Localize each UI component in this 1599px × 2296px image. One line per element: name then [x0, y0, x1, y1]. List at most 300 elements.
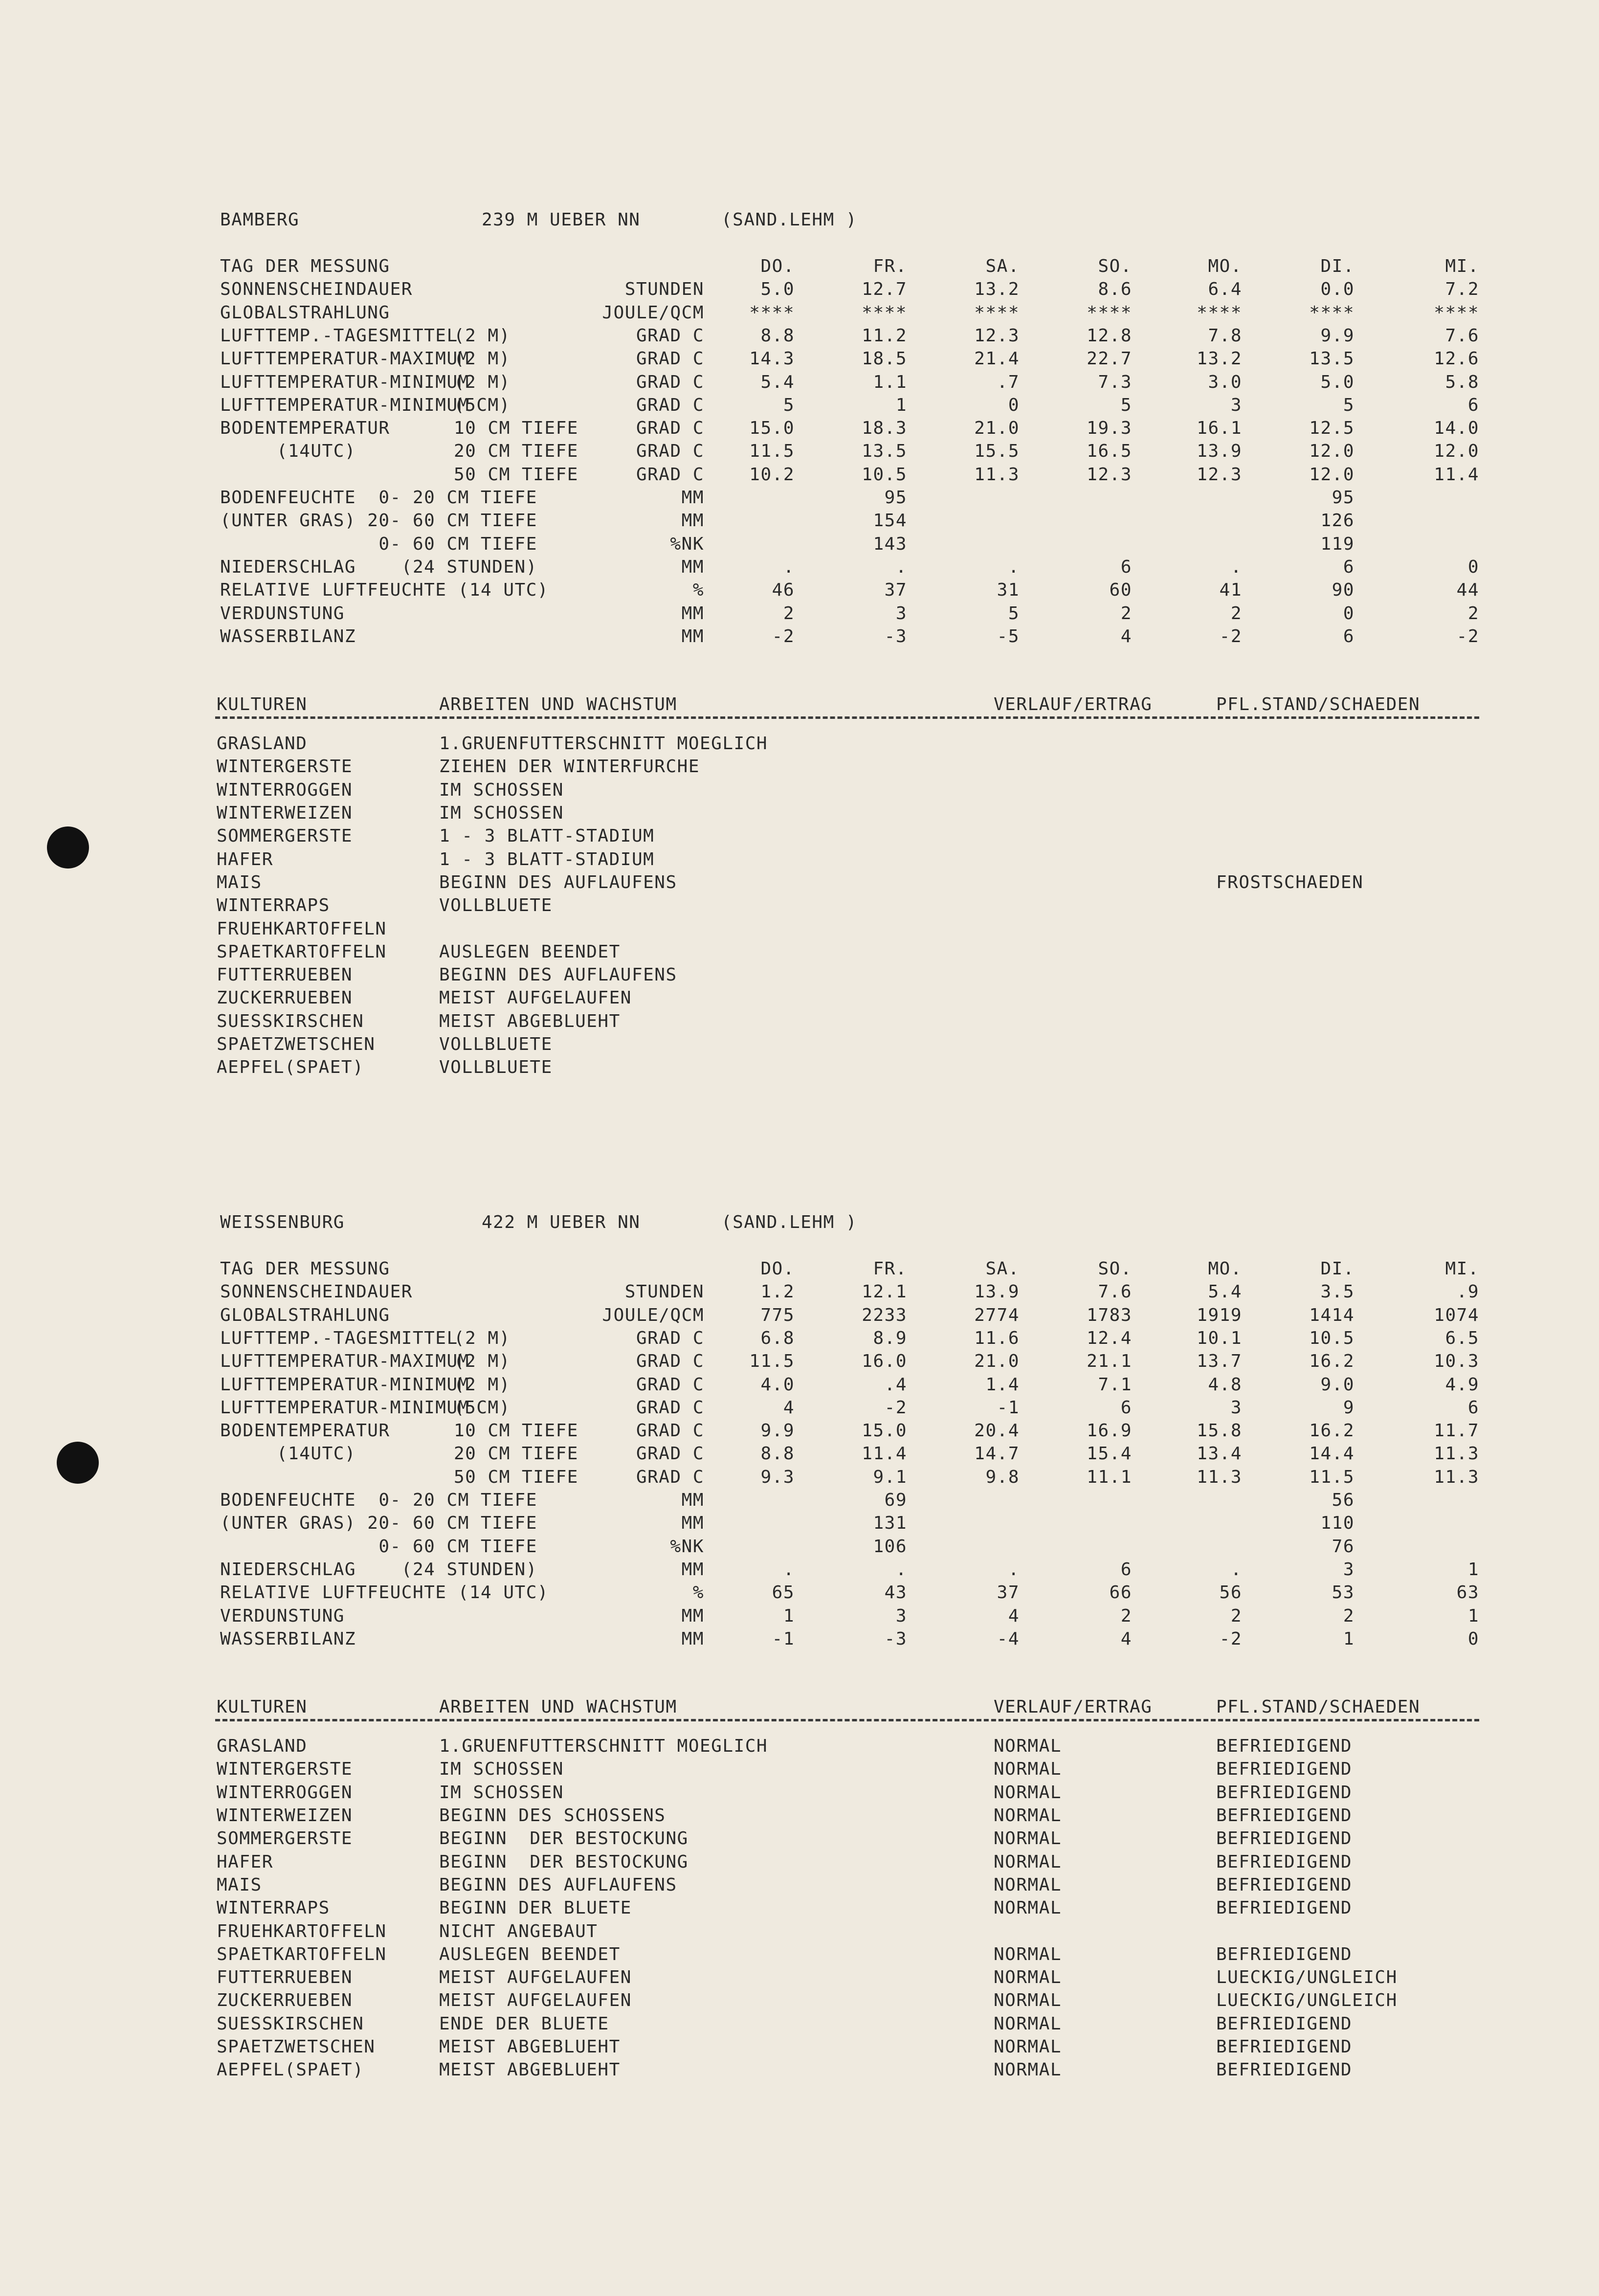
station-soil: (SAND.LEHM ) [721, 210, 858, 230]
value-cell: **** [974, 302, 1020, 323]
crop-course: NORMAL [994, 2037, 1062, 2057]
row-unit: GRAD C [636, 325, 704, 346]
value-cell: 37 [997, 1583, 1020, 1603]
value-cell: 9.9 [760, 1421, 795, 1441]
value-cell: 0 [1467, 1628, 1479, 1649]
value-cell: 7.2 [1445, 279, 1479, 300]
row-label: LUFTTEMPERATUR-MINIMUM [220, 372, 469, 392]
value-cell: 44 [1456, 580, 1479, 601]
row-label: VERDUNSTUNG [220, 1605, 345, 1626]
value-cell: 10.5 [1309, 1328, 1355, 1348]
row-unit: GRAD C [636, 1328, 704, 1348]
value-cell: 43 [884, 1583, 907, 1603]
value-cell: 18.5 [862, 349, 907, 369]
station-bamberg [0, 210, 1599, 1139]
crop-course: NORMAL [994, 1990, 1062, 2011]
station-name: WEISSENBURG [220, 1212, 345, 1232]
value-cell: 20.4 [974, 1421, 1020, 1441]
value-cell: 15.0 [862, 1421, 907, 1441]
value-cell: 15.8 [1197, 1421, 1242, 1441]
crop-state: BEFRIEDIGEND [1216, 1944, 1353, 1964]
station-altitude: 239 M UEBER NN [482, 210, 641, 230]
value-cell: 4 [1008, 1605, 1020, 1626]
row-unit: MM [681, 1513, 704, 1534]
crop-work: NICHT ANGEBAUT [439, 1921, 598, 1941]
value-cell: 775 [760, 1305, 795, 1325]
value-cell: 4.8 [1208, 1374, 1242, 1395]
crop-state: BEFRIEDIGEND [1216, 2037, 1353, 2057]
value-cell: 0.0 [1320, 279, 1355, 300]
row-sublabel: (2 M) [454, 1351, 511, 1372]
crop-name: MAIS [217, 872, 262, 892]
value-cell: 14.7 [974, 1444, 1020, 1464]
crop-work: IM SCHOSSEN [439, 1759, 564, 1780]
value-cell: 8.8 [760, 325, 795, 346]
value-cell: 2774 [974, 1305, 1020, 1325]
crop-work: MEIST ABGEBLUEHT [439, 2037, 621, 2057]
crop-course: NORMAL [994, 2060, 1062, 2080]
day-header: FR. [873, 1259, 907, 1279]
day-header: SO. [1098, 1259, 1132, 1279]
value-cell: 2 [1230, 1605, 1242, 1626]
row-label: BODENTEMPERATUR [220, 418, 390, 439]
row-sublabel: (2 M) [454, 1328, 511, 1348]
value-cell: 11.5 [1309, 1467, 1355, 1487]
row-label: LUFTTEMPERATUR-MAXIMUM [220, 349, 469, 369]
crop-name: SUESSKIRSCHEN [217, 1011, 364, 1031]
row-label: GLOBALSTRAHLUNG [220, 302, 390, 323]
value-cell: -3 [884, 1628, 907, 1649]
value-cell: 6.4 [1208, 279, 1242, 300]
row-label: LUFTTEMPERATUR-MINIMUM [220, 395, 469, 415]
row-label: (UNTER GRAS) 20- 60 CM TIEFE [220, 1513, 537, 1534]
crop-name: WINTERROGGEN [217, 780, 353, 800]
value-cell: 65 [772, 1583, 795, 1603]
row-unit: GRAD C [636, 349, 704, 369]
value-cell: 1414 [1309, 1305, 1355, 1325]
value-cell: 6 [1343, 626, 1355, 646]
row-unit: MM [681, 557, 704, 577]
value-cell: 16.0 [862, 1351, 907, 1372]
row-label: LUFTTEMP.-TAGESMITTEL [220, 325, 458, 346]
crop-work: IM SCHOSSEN [439, 780, 564, 800]
row-label: BODENTEMPERATUR [220, 1421, 390, 1441]
crop-name: GRASLAND [217, 734, 308, 754]
value-cell: 1 [895, 395, 907, 415]
value-cell: 1.1 [873, 372, 907, 392]
value-cell: 21.4 [974, 349, 1020, 369]
value-cell: . [1230, 557, 1242, 577]
culture-header-work: ARBEITEN UND WACHSTUM [439, 694, 677, 715]
row-label: RELATIVE LUFTFEUCHTE (14 UTC) [220, 1583, 549, 1603]
value-cell: 2 [1120, 603, 1132, 624]
crop-state: BEFRIEDIGEND [1216, 1759, 1353, 1780]
crop-state: BEFRIEDIGEND [1216, 1736, 1353, 1757]
value-cell: 95 [884, 488, 907, 508]
station-altitude: 422 M UEBER NN [482, 1212, 641, 1232]
crop-work: AUSLEGEN BEENDET [439, 941, 621, 962]
row-label: 0- 60 CM TIEFE [220, 1536, 537, 1557]
value-cell: 1 [1467, 1605, 1479, 1626]
value-cell: . [1008, 1559, 1020, 1580]
value-cell: . [1230, 1559, 1242, 1580]
value-cell: 90 [1332, 580, 1355, 601]
value-cell: 1.2 [760, 1282, 795, 1302]
row-unit: %NK [670, 534, 704, 554]
day-header: DI. [1320, 256, 1355, 276]
value-cell: 56 [1219, 1583, 1242, 1603]
crop-work: 1.GRUENFUTTERSCHNITT MOEGLICH [439, 734, 768, 754]
crop-work: BEGINN DES AUFLAUFENS [439, 872, 677, 892]
day-header: SO. [1098, 256, 1132, 276]
value-cell: 12.0 [1434, 441, 1479, 462]
row-label: WASSERBILANZ [220, 626, 356, 646]
crop-work: ENDE DER BLUETE [439, 2013, 609, 2034]
row-unit: MM [681, 626, 704, 646]
value-cell: 6.8 [760, 1328, 795, 1348]
value-cell: 18.3 [862, 418, 907, 439]
value-cell: 4 [1120, 626, 1132, 646]
row-label: TAG DER MESSUNG [220, 256, 390, 276]
crop-work: AUSLEGEN BEENDET [439, 1944, 621, 1964]
value-cell: 6 [1467, 1397, 1479, 1418]
value-cell: 5 [1120, 395, 1132, 415]
crop-name: FRUEHKARTOFFELN [217, 1921, 387, 1941]
culture-header-work: ARBEITEN UND WACHSTUM [439, 1697, 677, 1717]
value-cell: 15.4 [1087, 1444, 1132, 1464]
divider [215, 716, 1479, 719]
value-cell: 60 [1109, 580, 1132, 601]
value-cell: 7.6 [1098, 1282, 1132, 1302]
row-unit: JOULE/QCM [602, 1305, 704, 1325]
row-label: LUFTTEMPERATUR-MINIMUM [220, 1374, 469, 1395]
value-cell: 12.8 [1087, 325, 1132, 346]
value-cell: -2 [884, 1397, 907, 1418]
crop-work: 1 - 3 BLATT-STADIUM [439, 849, 655, 869]
crop-work: MEIST AUFGELAUFEN [439, 1967, 632, 1988]
row-unit: MM [681, 1605, 704, 1626]
crop-work: IM SCHOSSEN [439, 803, 564, 823]
value-cell: 3 [1230, 1397, 1242, 1418]
crop-name: AEPFEL(SPAET) [217, 2060, 364, 2080]
crop-name: WINTERWEIZEN [217, 1806, 353, 1826]
value-cell: 7.3 [1098, 372, 1132, 392]
row-label: VERDUNSTUNG [220, 603, 345, 624]
value-cell: . [783, 557, 795, 577]
crop-state: FROSTSCHAEDEN [1216, 872, 1364, 892]
value-cell: 11.3 [1197, 1467, 1242, 1487]
row-unit: GRAD C [636, 418, 704, 439]
row-unit: GRAD C [636, 1421, 704, 1441]
row-label: (UNTER GRAS) 20- 60 CM TIEFE [220, 511, 537, 531]
row-unit: GRAD C [636, 1467, 704, 1487]
value-cell: 6 [1120, 1559, 1132, 1580]
crop-course: NORMAL [994, 1782, 1062, 1803]
value-cell: 11.4 [862, 1444, 907, 1464]
row-unit: MM [681, 1490, 704, 1510]
row-label: BODENFEUCHTE 0- 20 CM TIEFE [220, 1490, 537, 1510]
crop-work: BEGINN DES AUFLAUFENS [439, 1874, 677, 1895]
row-sublabel: (5CM) [454, 395, 511, 415]
crop-work: BEGINN DER BESTOCKUNG [439, 1828, 688, 1849]
value-cell: 11.5 [749, 441, 795, 462]
crop-work: IM SCHOSSEN [439, 1782, 564, 1803]
value-cell: 9.0 [1320, 1374, 1355, 1395]
value-cell: 10.2 [749, 464, 795, 485]
crop-work: VOLLBLUETE [439, 895, 553, 916]
value-cell: 6 [1467, 395, 1479, 415]
crop-name: MAIS [217, 1874, 262, 1895]
value-cell: 12.6 [1434, 349, 1479, 369]
value-cell: 2 [1343, 1605, 1355, 1626]
culture-header-course: VERLAUF/ERTRAG [994, 1697, 1153, 1717]
value-cell: 13.7 [1197, 1351, 1242, 1372]
value-cell: 126 [1320, 511, 1355, 531]
row-sublabel: 50 CM TIEFE [454, 464, 578, 485]
value-cell: 5.0 [760, 279, 795, 300]
value-cell: 6 [1120, 1397, 1132, 1418]
value-cell: 2233 [862, 1305, 907, 1325]
value-cell: . [1008, 557, 1020, 577]
value-cell: 10.5 [862, 464, 907, 485]
value-cell: 154 [873, 511, 907, 531]
value-cell: 9.3 [760, 1467, 795, 1487]
crop-state: BEFRIEDIGEND [1216, 2060, 1353, 2080]
value-cell: 11.5 [749, 1351, 795, 1372]
culture-header-state: PFL.STAND/SCHAEDEN [1216, 694, 1421, 715]
value-cell: 1074 [1434, 1305, 1479, 1325]
value-cell: 1 [783, 1605, 795, 1626]
crop-state: BEFRIEDIGEND [1216, 1782, 1353, 1803]
row-label: SONNENSCHEINDAUER [220, 279, 413, 300]
row-sublabel: 20 CM TIEFE [454, 1444, 578, 1464]
value-cell: 66 [1109, 1583, 1132, 1603]
value-cell: 106 [873, 1536, 907, 1557]
row-sublabel: (2 M) [454, 325, 511, 346]
value-cell: 2 [1467, 603, 1479, 624]
value-cell: 22.7 [1087, 349, 1132, 369]
value-cell: 5.4 [1208, 1282, 1242, 1302]
value-cell: 119 [1320, 534, 1355, 554]
value-cell: 37 [884, 580, 907, 601]
value-cell: . [895, 557, 907, 577]
crop-course: NORMAL [994, 1828, 1062, 1849]
row-unit: GRAD C [636, 1374, 704, 1395]
row-label: TAG DER MESSUNG [220, 1259, 390, 1279]
crop-state: BEFRIEDIGEND [1216, 1874, 1353, 1895]
row-unit: MM [681, 511, 704, 531]
row-sublabel: 10 CM TIEFE [454, 1421, 578, 1441]
value-cell: 11.4 [1434, 464, 1479, 485]
value-cell: 11.1 [1087, 1467, 1132, 1487]
crop-name: SPAETZWETSCHEN [217, 2037, 376, 2057]
row-unit: % [692, 1583, 704, 1603]
culture-header-course: VERLAUF/ERTRAG [994, 694, 1153, 715]
value-cell: 11.7 [1434, 1421, 1479, 1441]
value-cell: 7.6 [1445, 325, 1479, 346]
row-label: RELATIVE LUFTFEUCHTE (14 UTC) [220, 580, 549, 601]
value-cell: 110 [1320, 1513, 1355, 1534]
value-cell: 41 [1219, 580, 1242, 601]
crop-name: GRASLAND [217, 1736, 308, 1757]
value-cell: 13.4 [1197, 1444, 1242, 1464]
crop-name: SPAETKARTOFFELN [217, 1944, 387, 1964]
value-cell: 5.4 [760, 372, 795, 392]
crop-work: MEIST ABGEBLUEHT [439, 2060, 621, 2080]
crop-name: AEPFEL(SPAET) [217, 1057, 364, 1078]
crop-course: NORMAL [994, 1851, 1062, 1872]
row-label: LUFTTEMPERATUR-MINIMUM [220, 1397, 469, 1418]
station-name: BAMBERG [220, 210, 300, 230]
day-header: SA. [985, 256, 1020, 276]
crop-name: FUTTERRUEBEN [217, 965, 353, 985]
value-cell: 2 [1230, 603, 1242, 624]
crop-course: NORMAL [994, 1944, 1062, 1964]
value-cell: 9.1 [873, 1467, 907, 1487]
row-unit: % [692, 580, 704, 601]
crop-name: WINTERRAPS [217, 895, 330, 916]
value-cell: 31 [997, 580, 1020, 601]
row-sublabel: (5CM) [454, 1397, 511, 1418]
value-cell: .7 [997, 372, 1020, 392]
crop-work: BEGINN DES AUFLAUFENS [439, 965, 677, 985]
value-cell: 3.0 [1208, 372, 1242, 392]
row-unit: JOULE/QCM [602, 302, 704, 323]
divider [215, 1719, 1479, 1721]
crop-work: BEGINN DES SCHOSSENS [439, 1806, 666, 1826]
row-unit: MM [681, 488, 704, 508]
day-header: MI. [1445, 1259, 1479, 1279]
day-header: DI. [1320, 1259, 1355, 1279]
crop-name: FUTTERRUEBEN [217, 1967, 353, 1988]
culture-header-crops: KULTUREN [217, 694, 308, 715]
value-cell: 16.1 [1197, 418, 1242, 439]
value-cell: 0 [1008, 395, 1020, 415]
day-header: MO. [1208, 1259, 1242, 1279]
row-label: NIEDERSCHLAG (24 STUNDEN) [220, 1559, 537, 1580]
row-unit: MM [681, 1628, 704, 1649]
row-label: LUFTTEMP.-TAGESMITTEL [220, 1328, 458, 1348]
value-cell: 13.5 [1309, 349, 1355, 369]
value-cell: 2 [1120, 1605, 1132, 1626]
crop-state: BEFRIEDIGEND [1216, 1851, 1353, 1872]
row-unit: MM [681, 1559, 704, 1580]
value-cell: -4 [997, 1628, 1020, 1649]
crop-course: NORMAL [994, 1806, 1062, 1826]
value-cell: **** [1087, 302, 1132, 323]
value-cell: 9.9 [1320, 325, 1355, 346]
row-sublabel: 20 CM TIEFE [454, 441, 578, 462]
value-cell: 4 [1120, 1628, 1132, 1649]
value-cell: 12.3 [1197, 464, 1242, 485]
crop-state: BEFRIEDIGEND [1216, 1806, 1353, 1826]
value-cell: 69 [884, 1490, 907, 1510]
value-cell: 0 [1467, 557, 1479, 577]
row-label: (14UTC) [220, 1444, 356, 1464]
crop-work: MEIST ABGEBLUEHT [439, 1011, 621, 1031]
row-label: SONNENSCHEINDAUER [220, 1282, 413, 1302]
row-unit: %NK [670, 1536, 704, 1557]
row-sublabel: (2 M) [454, 372, 511, 392]
value-cell: . [895, 1559, 907, 1580]
crop-course: NORMAL [994, 1874, 1062, 1895]
value-cell: 15.5 [974, 441, 1020, 462]
value-cell: 21.0 [974, 418, 1020, 439]
day-header: FR. [873, 256, 907, 276]
row-unit: GRAD C [636, 441, 704, 462]
crop-name: SPAETZWETSCHEN [217, 1034, 376, 1054]
crop-work: MEIST AUFGELAUFEN [439, 988, 632, 1008]
row-unit: STUNDEN [624, 279, 704, 300]
value-cell: 12.3 [1087, 464, 1132, 485]
value-cell: 8.8 [760, 1444, 795, 1464]
value-cell: 9 [1343, 1397, 1355, 1418]
crop-name: WINTERRAPS [217, 1898, 330, 1918]
day-header: MO. [1208, 256, 1242, 276]
value-cell: .4 [884, 1374, 907, 1395]
crop-work: 1 - 3 BLATT-STADIUM [439, 826, 655, 847]
row-label: (14UTC) [220, 441, 356, 462]
value-cell: 12.1 [862, 1282, 907, 1302]
value-cell: 5 [1008, 603, 1020, 624]
value-cell: 21.0 [974, 1351, 1020, 1372]
value-cell: 21.1 [1087, 1351, 1132, 1372]
value-cell: 12.4 [1087, 1328, 1132, 1348]
row-sublabel: 50 CM TIEFE [454, 1467, 578, 1487]
value-cell: 12.0 [1309, 441, 1355, 462]
value-cell: 4.0 [760, 1374, 795, 1395]
value-cell: 131 [873, 1513, 907, 1534]
value-cell: 7.8 [1208, 325, 1242, 346]
row-unit: GRAD C [636, 1444, 704, 1464]
day-header: DO. [760, 256, 795, 276]
value-cell: -3 [884, 626, 907, 646]
row-unit: GRAD C [636, 372, 704, 392]
value-cell: -2 [1219, 626, 1242, 646]
value-cell: 16.2 [1309, 1351, 1355, 1372]
row-sublabel: 10 CM TIEFE [454, 418, 578, 439]
value-cell: 11.2 [862, 325, 907, 346]
value-cell: 63 [1456, 1583, 1479, 1603]
value-cell: **** [749, 302, 795, 323]
value-cell: 13.9 [1197, 441, 1242, 462]
value-cell: 3 [1230, 395, 1242, 415]
value-cell: 6 [1343, 557, 1355, 577]
crop-work: VOLLBLUETE [439, 1034, 553, 1054]
value-cell: 13.2 [1197, 349, 1242, 369]
day-header: SA. [985, 1259, 1020, 1279]
crop-work: 1.GRUENFUTTERSCHNITT MOEGLICH [439, 1736, 768, 1757]
day-header: DO. [760, 1259, 795, 1279]
crop-name: SUESSKIRSCHEN [217, 2013, 364, 2034]
crop-name: WINTERWEIZEN [217, 803, 353, 823]
value-cell: -1 [997, 1397, 1020, 1418]
value-cell: 19.3 [1087, 418, 1132, 439]
value-cell: 3 [895, 603, 907, 624]
value-cell: **** [862, 302, 907, 323]
value-cell: 10.3 [1434, 1351, 1479, 1372]
value-cell: 2 [783, 603, 795, 624]
value-cell: 1783 [1087, 1305, 1132, 1325]
row-unit: GRAD C [636, 464, 704, 485]
crop-name: ZUCKERRUEBEN [217, 988, 353, 1008]
crop-course: NORMAL [994, 1759, 1062, 1780]
crop-state: LUECKIG/UNGLEICH [1216, 1967, 1398, 1988]
row-unit: GRAD C [636, 1351, 704, 1372]
value-cell: 3 [895, 1605, 907, 1626]
value-cell: 11.3 [974, 464, 1020, 485]
value-cell: 13.2 [974, 279, 1020, 300]
